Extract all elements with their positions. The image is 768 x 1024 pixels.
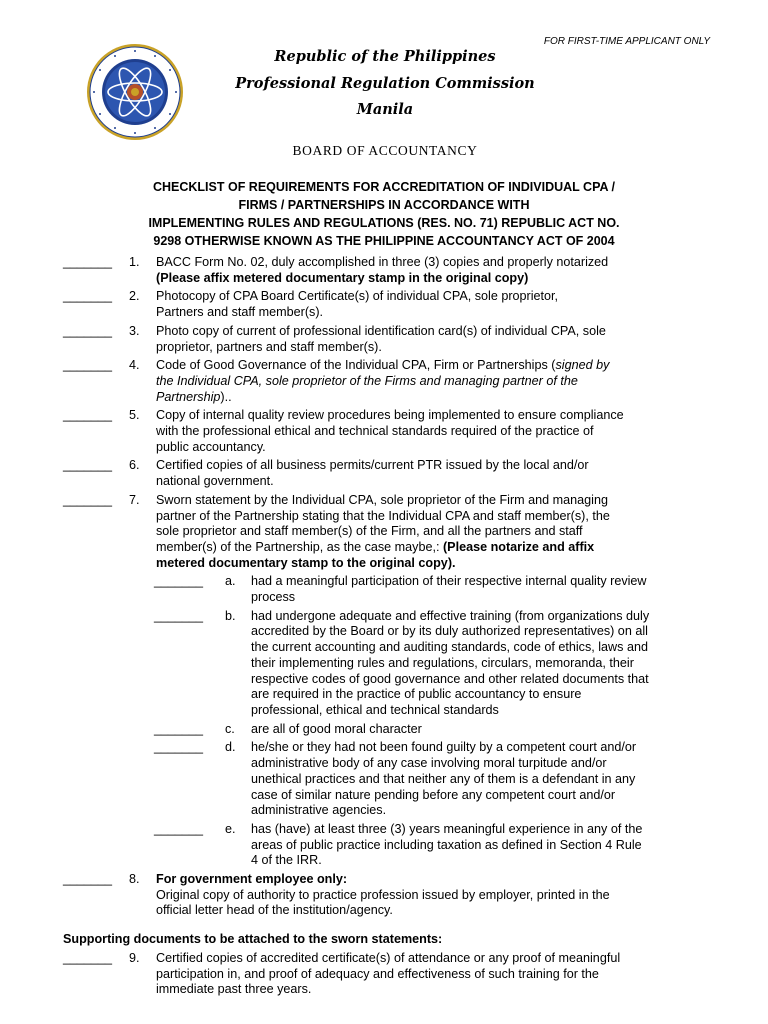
item-text: Code of Good Governance of the Individual CPA, Firm or Partnerships ( bbox=[156, 358, 556, 373]
item-note: (Please affix metered documentary stamp in the original copy) bbox=[156, 270, 529, 285]
item-text-italic: the Individual CPA, sole proprietor of the Firms and managing partner of the bbox=[156, 373, 578, 388]
item-number: 8. bbox=[129, 872, 140, 887]
item-text: ).. bbox=[220, 389, 232, 404]
item-number: 3. bbox=[129, 323, 140, 338]
supporting-documents-heading: Supporting documents to be attached to the sworn statements: bbox=[63, 932, 443, 947]
requirement-item-6 bbox=[63, 458, 703, 489]
checkbox-blank[interactable]: _______ bbox=[63, 289, 113, 304]
subitem-text: areas of public practice including taxation as defined in Section 4 Rule bbox=[251, 837, 642, 852]
subitem-text: professional, ethical and technical standards bbox=[251, 702, 499, 717]
item-number: 7. bbox=[129, 492, 140, 507]
item-text: national government. bbox=[156, 474, 274, 489]
first-time-applicant-note: FOR FIRST-TIME APPLICANT ONLY bbox=[543, 36, 710, 47]
item-text: Copy of internal quality review procedures being implemented to ensure compliance bbox=[156, 408, 624, 423]
item-text: Partners and staff member(s). bbox=[156, 305, 324, 320]
checkbox-blank[interactable]: _______ bbox=[63, 458, 113, 473]
subitem-text: he/she or they had not been found guilty by a competent court and/or bbox=[251, 740, 637, 755]
item-text-italic: signed by bbox=[555, 358, 610, 373]
subitem-text: had undergone adequate and effective training (from organizations duly bbox=[251, 608, 650, 623]
item-text: Certified copies of all business permits/current PTR issued by the local and/or bbox=[156, 458, 589, 473]
subitem-a bbox=[63, 574, 703, 605]
checkbox-blank[interactable]: _______ bbox=[154, 574, 204, 589]
subitem-letter: b. bbox=[225, 608, 236, 623]
subitem-text: administrative agencies. bbox=[251, 803, 387, 818]
requirement-item-5 bbox=[63, 408, 703, 455]
subitem-d bbox=[63, 740, 703, 819]
requirements-list bbox=[63, 255, 703, 1001]
subitem-text: the current accounting and auditing standards, code of ethics, laws and bbox=[251, 640, 648, 655]
item-number: 9. bbox=[129, 950, 140, 965]
subitem-text: administrative body of any case involving moral turpitude and/or bbox=[251, 756, 607, 771]
item-text: with the professional ethical and technical standards required of the practice of bbox=[156, 424, 594, 439]
item-text: Photocopy of CPA Board Certificate(s) of individual CPA, sole proprietor, bbox=[156, 289, 559, 304]
item-number: 6. bbox=[129, 458, 140, 473]
subitem-letter: e. bbox=[225, 821, 236, 836]
item-number: 5. bbox=[129, 408, 140, 423]
requirement-item-3 bbox=[63, 324, 703, 355]
item-text: immediate past three years. bbox=[156, 982, 312, 997]
item-text: member(s) of the Partnership, as the case maybe,: bbox=[156, 539, 443, 554]
item-text: Photo copy of current of professional identification card(s) of individual CPA, sole bbox=[156, 323, 606, 338]
item-number: 4. bbox=[129, 358, 140, 373]
item-text: proprietor, partners and staff member(s). bbox=[156, 339, 382, 354]
requirement-item-8 bbox=[63, 872, 703, 919]
subitem-letter: a. bbox=[225, 574, 236, 589]
subitem-text: are required in the practice of public accountancy to ensure bbox=[251, 687, 582, 702]
item-number: 2. bbox=[129, 289, 140, 304]
title-line: FIRMS / PARTNERSHIPS IN ACCORDANCE WITH bbox=[238, 198, 530, 212]
item-text: Original copy of authority to practice profession issued by employer, printed in the bbox=[156, 887, 610, 902]
item-heading: For government employee only: bbox=[156, 872, 348, 887]
subitem-e bbox=[63, 822, 703, 869]
subitem-b bbox=[63, 609, 703, 719]
checkbox-blank[interactable]: _______ bbox=[63, 872, 113, 887]
subitem-text: case of similar nature pending before any competent court and/or bbox=[251, 787, 616, 802]
checkbox-blank[interactable]: _______ bbox=[154, 821, 204, 836]
subitem-text: respective codes of good governance and other related documents that bbox=[251, 671, 649, 686]
item-text: BACC Form No. 02, duly accomplished in three (3) copies and properly notarized bbox=[156, 255, 609, 269]
item-text: sole proprietor and staff member(s) of the Firm, and all the partners and staff bbox=[156, 524, 583, 539]
item-text: Sworn statement by the Individual CPA, sole proprietor of the Firm and managing bbox=[156, 492, 608, 507]
checkbox-blank[interactable]: _______ bbox=[154, 721, 204, 736]
prc-seal-icon bbox=[85, 42, 185, 142]
item-note: metered documentary stamp to the original copy). bbox=[156, 555, 456, 570]
checkbox-blank[interactable]: _______ bbox=[63, 323, 113, 338]
title-line: CHECKLIST OF REQUIREMENTS FOR ACCREDITATION OF INDIVIDUAL CPA / bbox=[152, 180, 616, 194]
city-heading: Manila bbox=[356, 101, 414, 118]
item-text: official letter head of the institution/agency. bbox=[156, 903, 393, 918]
item-number: 1. bbox=[129, 255, 140, 269]
subitem-text: unethical practices and that neither any of them is a defendant in any bbox=[251, 771, 636, 786]
subitem-text: process bbox=[251, 590, 296, 605]
item-note: (Please notarize and affix bbox=[442, 539, 595, 554]
checkbox-blank[interactable]: _______ bbox=[63, 408, 113, 423]
subitem-text: had a meaningful participation of their respective internal quality review bbox=[251, 574, 647, 589]
checkbox-blank[interactable]: _______ bbox=[63, 950, 113, 965]
title-line: IMPLEMENTING RULES AND REGULATIONS (RES. NO. 71) REPUBLIC ACT NO. bbox=[148, 216, 620, 230]
checkbox-blank[interactable]: _______ bbox=[63, 255, 113, 269]
requirement-item-9 bbox=[63, 951, 703, 998]
subitem-text: are all of good moral character bbox=[251, 721, 422, 736]
subitem-text: their implementing rules and regulations, circulars, memoranda, their bbox=[251, 655, 634, 670]
requirement-item-4 bbox=[63, 358, 703, 405]
item-text-italic: Partnership bbox=[156, 389, 221, 404]
title-line: 9298 OTHERWISE KNOWN AS THE PHILIPPINE ACCOUNTANCY ACT OF 2004 bbox=[153, 234, 615, 248]
board-heading: BOARD OF ACCOUNTANCY bbox=[292, 143, 478, 158]
item-text: Certified copies of accredited certificate(s) of attendance or any proof of meaningful bbox=[156, 950, 621, 965]
subitem-c bbox=[63, 722, 703, 738]
checkbox-blank[interactable]: _______ bbox=[63, 492, 113, 507]
item-text: participation in, and proof of adequacy and effectiveness of such training for the bbox=[156, 966, 599, 981]
republic-heading: Republic of the Philippines bbox=[274, 48, 496, 65]
requirement-item-1 bbox=[63, 255, 703, 286]
item-text: public accountancy. bbox=[156, 439, 266, 454]
item-text: partner of the Partnership stating that the Individual CPA and staff member(s), the bbox=[156, 508, 610, 523]
subitem-letter: c. bbox=[225, 721, 235, 736]
subitem-text: 4 of the IRR. bbox=[251, 853, 322, 868]
checklist-title bbox=[90, 178, 678, 250]
requirement-item-7 bbox=[63, 493, 703, 572]
checkbox-blank[interactable]: _______ bbox=[154, 740, 204, 755]
subitem-text: accredited by the Board or by its duly authorized representatives) on all bbox=[251, 624, 648, 639]
commission-heading: Professional Regulation Commission bbox=[235, 75, 535, 92]
requirement-item-2 bbox=[63, 289, 703, 320]
checkbox-blank[interactable]: _______ bbox=[63, 358, 113, 373]
checkbox-blank[interactable]: _______ bbox=[154, 608, 204, 623]
subitem-letter: d. bbox=[225, 740, 236, 755]
subitem-text: has (have) at least three (3) years meaningful experience in any of the bbox=[251, 821, 643, 836]
